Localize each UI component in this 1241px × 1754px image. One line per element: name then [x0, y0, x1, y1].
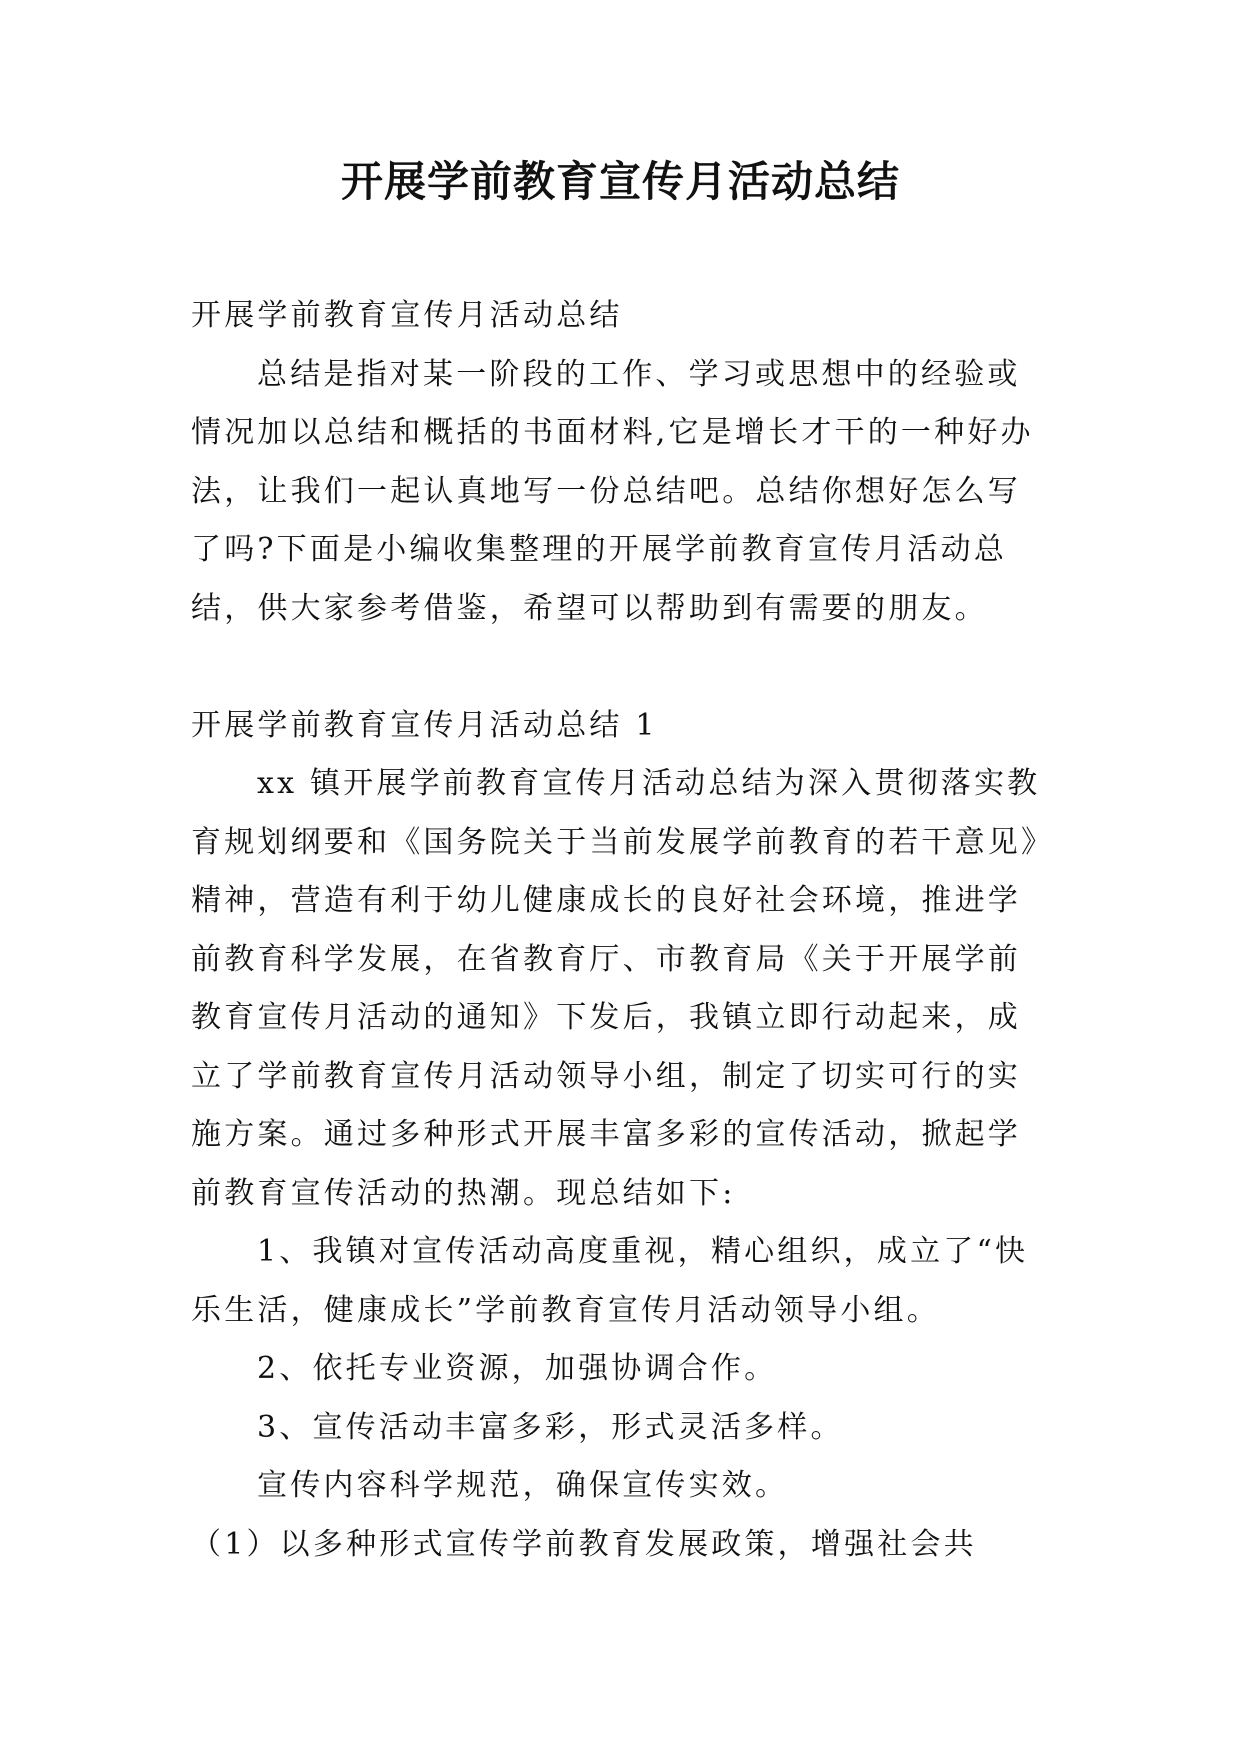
intro-paragraph: 总结是指对某一阶段的工作、学习或思想中的经验或情况加以总结和概括的书面材料,它是增长才干的一种好办法，让我们一起认真地写一份总结吧。总结你想好怎么写了吗?下面是小编收集整理的开展学前教育宣传月活动总结，供大家参考借鉴，希望可以帮助到有需要的朋友。 — [191, 356, 1034, 626]
section-paragraph: xx 镇开展学前教育宣传月活动总结为深入贯彻落实教育规划纲要和《国务院关于当前发展学前教育的若干意见》精神，营造有利于幼儿健康成长的良好社会环境，推进学前教育科学发展，在省教育厅、市教育局《关于开展学前教育宣传月活动的通知》下发后，我镇立即行动起来，成立了学前教育宣传月活动领导小组，制定了切实可行的实施方案。通过多种形式开展丰富多彩的宣传活动，掀起学前教育宣传活动的热潮。现总结如下: — [191, 766, 1041, 1211]
list-item-4: 宣传内容科学规范，确保宣传实效。 — [257, 1468, 789, 1503]
blank-line — [191, 638, 1051, 697]
section-heading: 开展学前教育宣传月活动总结 1 — [191, 707, 658, 743]
document-body — [191, 287, 1051, 1574]
list-item-5: （1）以多种形式宣传学前教育发展政策，增强社会共 — [191, 1526, 977, 1562]
list-item-3: 3、宣传活动丰富多彩，形式灵活多样。 — [257, 1409, 844, 1445]
list-item-1: 1、我镇对宣传活动高度重视，精心组织，成立了“快乐生活，健康成长”学前教育宣传月活动领导小组。 — [191, 1234, 1029, 1328]
list-item-2: 2、依托专业资源，加强协调合作。 — [257, 1351, 778, 1386]
subtitle: 开展学前教育宣传月活动总结 — [191, 298, 623, 333]
page-title: 开展学前教育宣传月活动总结 — [340, 157, 900, 206]
